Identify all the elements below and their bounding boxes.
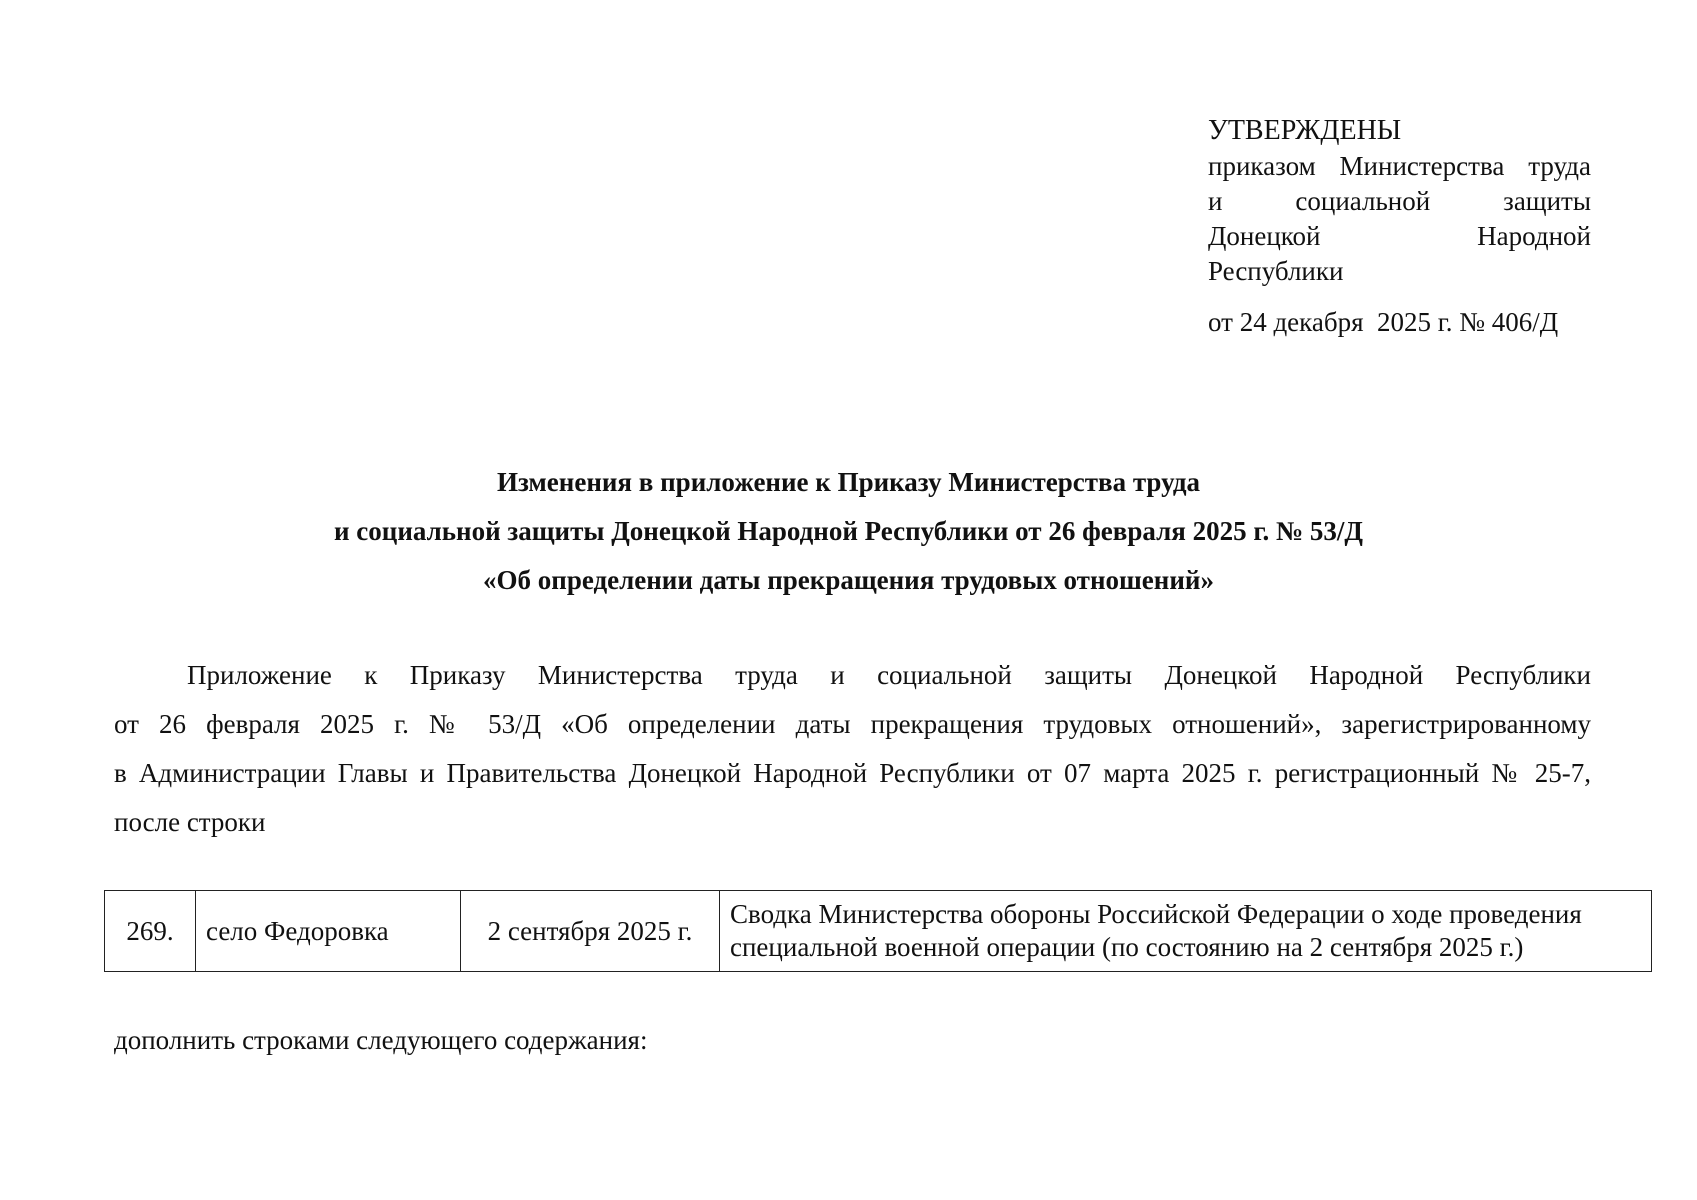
paragraph-line: Приложение к Приказу Министерства труда и социальной защиты Донецкой Народной Республики [187,660,1591,690]
approval-line: Республики [1208,256,1344,286]
approval-line: и социальной защиты [1208,186,1591,216]
title-line: Изменения в приложение к Приказу Министерства труда [496,467,1201,497]
row-source: Сводка Министерства обороны Российской Федерации о ходе проведения специальной военной операции (по состоянию на 2 сентября 2025 г.) [720,891,1652,972]
paragraph-line: от 26 февраля 2025 г. № 53/Д «Об определении даты прекращения трудовых отношений», зарегистрированному [114,709,1591,739]
approval-date: от 24 декабря 2025 г. № 406/Д [1208,307,1559,337]
approval-line: приказом Министерства труда [1208,151,1591,181]
paragraph-line: в Администрации Главы и Правительства Донецкой Народной Республики от 07 марта 2025 г. регистрационный № 25-7, [114,758,1591,788]
approval-heading: УТВЕРЖДЕНЫ [1208,115,1402,146]
approval-block [1208,113,1591,340]
document-title [0,458,1697,605]
body-paragraph [114,651,1591,847]
row-date: 2 сентября 2025 г. [461,891,720,972]
paragraph-line: после строки [114,807,266,837]
title-line: «Об определении даты прекращения трудовых отношений» [483,565,1214,595]
supplement-text: дополнить строками следующего содержания: [114,1025,648,1055]
row-number: 269. [105,891,196,972]
approval-line: Донецкой Народной [1208,221,1591,251]
row-place: село Федоровка [196,891,461,972]
settlement-table [104,890,1652,972]
table-row [105,891,1652,972]
title-line: и социальной защиты Донецкой Народной Республики от 26 февраля 2025 г. № 53/Д [333,516,1364,546]
